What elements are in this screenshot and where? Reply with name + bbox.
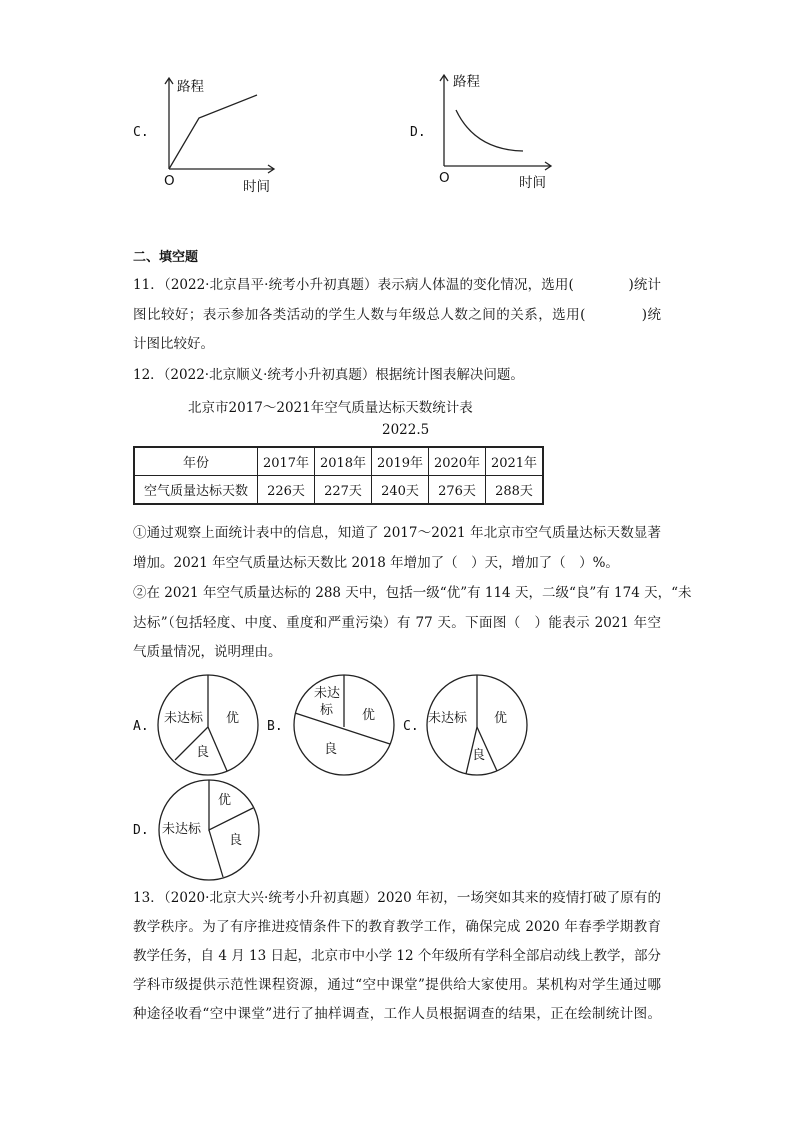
q13-line: 教学任务，自 4 月 13 日起，北京市中小学 12 个年级所有学科全部启动线上教学，部分: [133, 948, 661, 964]
table-date: 2022.5: [382, 422, 430, 438]
table-header: 2017年: [258, 447, 315, 476]
pie-c-option: C.: [403, 719, 419, 734]
table-cell: 空气质量达标天数: [134, 476, 258, 505]
table-header: 2019年: [372, 447, 429, 476]
q12-part2-line: 达标”（包括轻度、中度、重度和严重污染）有 77 天。下面图（ ）能表示 2021 年空: [133, 615, 661, 631]
q13-line: 种途径收看“空中课堂”进行了抽样调查，工作人员根据调查的结果，正在绘制统计图。: [133, 1006, 661, 1022]
table-header: 2021年: [486, 447, 544, 476]
pie-b-option: B.: [267, 719, 283, 734]
q13-line: 教学秩序。为了有序推进疫情条件下的教育教学工作，确保完成 2020 年春季学期教育: [133, 919, 661, 935]
pie-b: [294, 675, 394, 775]
q12-intro: 12．（2022·北京顺义·统考小升初真题）根据统计图表解决问题。: [133, 367, 524, 383]
distance-curve: [456, 110, 523, 151]
pie-label: 优: [226, 711, 240, 726]
pie-label: 良: [229, 833, 243, 848]
graph-d-xlabel: 时间: [519, 175, 546, 191]
table-title: 北京市2017～2021年空气质量达标天数统计表: [188, 400, 473, 416]
pie-label: 优: [362, 708, 376, 723]
table-header: 2018年: [315, 447, 372, 476]
graph-c-xlabel: 时间: [243, 179, 270, 195]
q12-part1-line: 增加。2021 年空气质量达标天数比 2018 年增加了（ ）天，增加了（ ）%。: [133, 555, 619, 571]
table-cell: 276天: [429, 476, 486, 505]
air-quality-table: [133, 446, 544, 505]
pie-label: 优: [494, 711, 508, 726]
table-cell: 227天: [315, 476, 372, 505]
q13-line: 学科市级提供示范性课程资源，通过“空中课堂”提供给大家使用。某机构对学生通过哪: [133, 977, 661, 993]
q12-part1-line: ①通过观察上面统计表中的信息，知道了 2017～2021 年北京市空气质量达标天数显著: [133, 525, 661, 541]
graph-d-origin: O: [439, 170, 450, 186]
pie-label: 优: [218, 793, 232, 808]
option-c-label: C.: [133, 125, 149, 140]
q11-line: 计图比较好。: [133, 336, 214, 352]
pie-d-option: D.: [133, 823, 149, 838]
q12-part2-line: 气质量情况，说明理由。: [133, 644, 282, 660]
table-cell: 288天: [486, 476, 544, 505]
pie-a-option: A.: [133, 719, 149, 734]
pie-label: 标: [320, 703, 334, 718]
pie-label: 良: [324, 742, 338, 757]
table-header: 2020年: [429, 447, 486, 476]
q11-line: 11．（2022·北京昌平·统考小升初真题）表示病人体温的变化情况，选用( )统计: [133, 277, 661, 293]
q11-line: 图比较好；表示参加各类活动的学生人数与年级总人数之间的关系，选用( )统: [133, 307, 661, 323]
graph-d-ylabel: 路程: [453, 74, 480, 90]
section-title: 二、填空题: [133, 250, 199, 265]
q12-part2-line: ②在 2021 年空气质量达标的 288 天中，包括一级“优”有 114 天，二级“良”有 174 天，“未: [133, 585, 692, 601]
table-row: [134, 476, 543, 505]
pie-label: 良: [196, 745, 210, 760]
pie-label: 未达标: [164, 711, 204, 726]
distance-line: [169, 95, 257, 169]
graph-c-ylabel: 路程: [177, 79, 204, 95]
table-header-row: [134, 447, 543, 476]
table-cell: 226天: [258, 476, 315, 505]
option-d-label: D.: [410, 125, 426, 140]
pie-label: 良: [472, 748, 486, 763]
table-header: 年份: [134, 447, 258, 476]
pie-label: 未达: [314, 686, 341, 701]
pie-label: 未达标: [428, 711, 468, 726]
pie-label: 未达标: [162, 822, 202, 837]
q13-line: 13．（2020·北京大兴·统考小升初真题）2020 年初，一场突如其来的疫情打破了原有的: [133, 890, 661, 906]
graph-c-origin: O: [164, 173, 175, 189]
table-cell: 240天: [372, 476, 429, 505]
